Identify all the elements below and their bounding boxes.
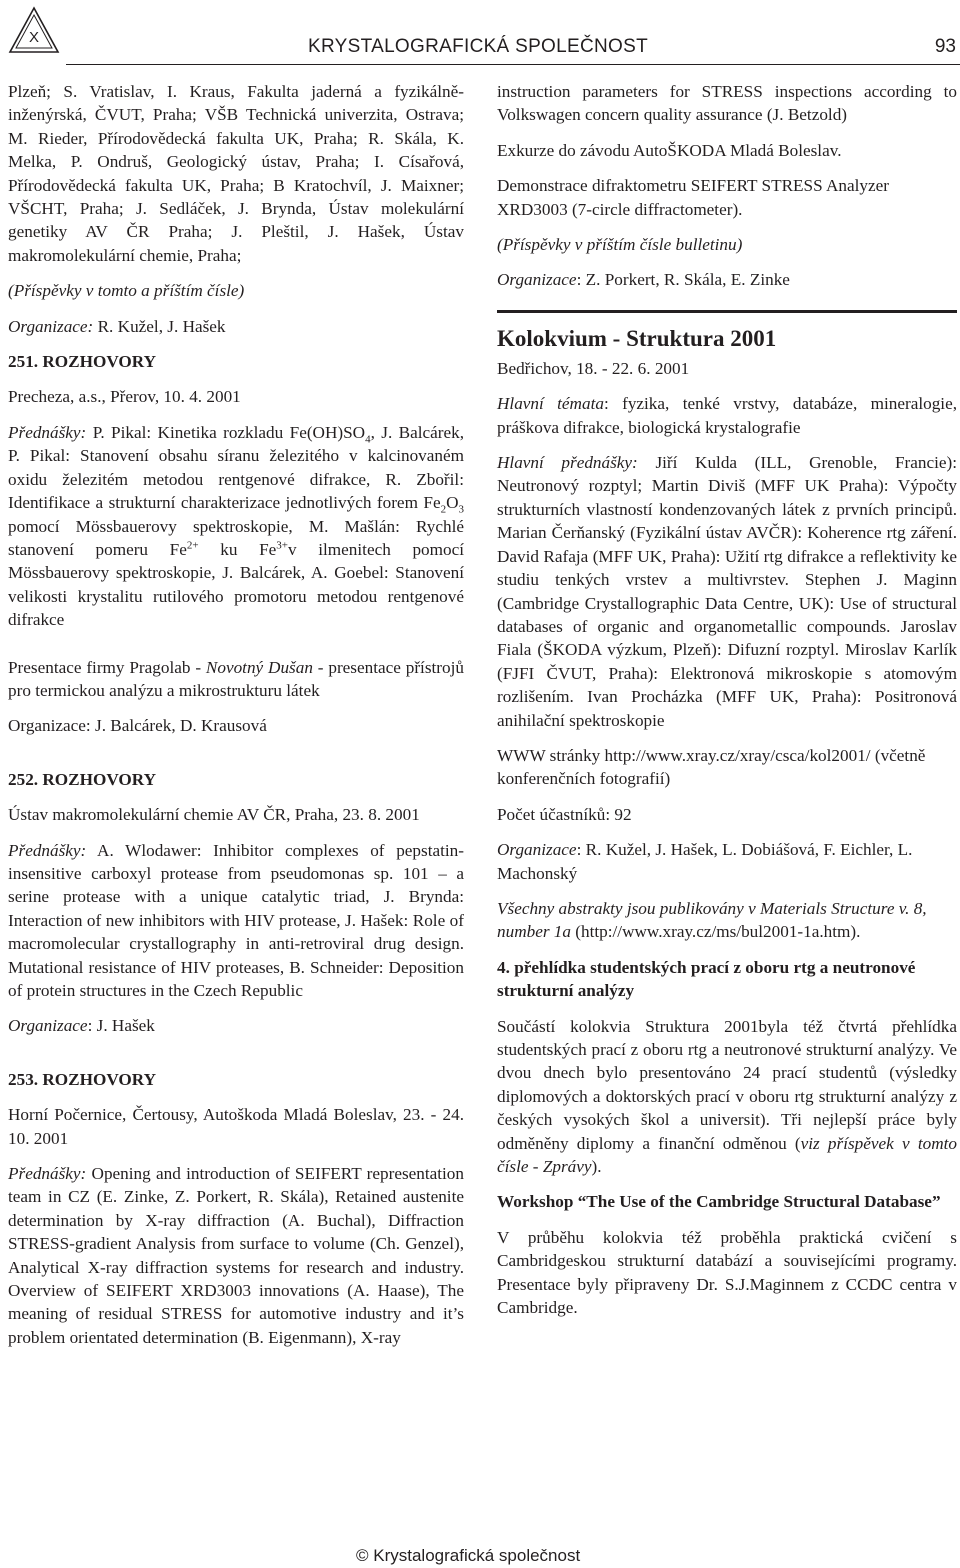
workshop-text: V průběhu kolokvia též proběhla praktická cvičení s Cambridgeskou strukturní databází a souvisejícími programy. Presentace byly připraveny Dr. S.J.Maginnem z CCDC centra v Cambridge. bbox=[497, 1227, 957, 1318]
colloquium-title: Kolokvium - Struktura 2001 bbox=[497, 325, 777, 351]
society-logo-icon bbox=[8, 6, 60, 54]
section-251-organizers: Organizace: J. Balcárek, D. Krausová bbox=[8, 716, 267, 736]
section-253-place: Horní Počernice, Čertousy, Autoškoda Mladá Boleslav, 23. - 24. 10. 2001 bbox=[8, 1105, 464, 1148]
section-252-place: Ústav makromolekulární chemie AV ČR, Praha, 23. 8. 2001 bbox=[8, 805, 420, 825]
section-251-lectures: Přednášky: P. Pikal: Kinetika rozkladu $Fe(OH)SO_4$, J. Balcárek, P. Pikal: Stanovení obsahu síranu železitého v kalcinovaném oxidu železitém metodou rentgenové difrakce, R. Zbořil: Identifikace a strukturní charakterizace jednotlivých forem $Fe_2O_3$ pomocí Mössbauerovy spektroskopie, M. Mašlán: Rychlé stanovení pomeru $Fe^{2+}$ ku $Fe^{3+}v$ ilmenitech pomocí Mössbauerovy spektroskopie, J. Balcárek, A. Goebel: Stanovení velikosti krystalitu rutilového promotoru metodou rentgenové difrakce bbox=[8, 422, 464, 630]
bulletin-note: (Příspěvky v příštím čísle bulletinu) bbox=[497, 235, 743, 255]
demonstration-text: Demonstrace difraktometru SEIFERT STRESS Analyzer XRD3003 (7-circle diffractometer). bbox=[497, 176, 889, 219]
section-252-lectures: Přednášky: A. Wlodawer: Inhibitor complexes of pepstatin-insensitive carboxyl protease from pseudomonas sp. 101 – a serine protease with a unique catalytic triad, J. Brynda: Interaction of new inhibitors with HIV protease, J. Hašek: Role of macromolecular crystallography in anti-retroviral drug design. Mutational resistance of HIV proteases, B. Schneider: Deposition of protein structures in the Czech Republic bbox=[8, 840, 464, 1000]
svg-text:X: X bbox=[28, 29, 40, 46]
section-divider bbox=[497, 310, 957, 313]
organizers-253: Organizace: Z. Porkert, R. Skála, E. Zinke bbox=[497, 270, 790, 290]
colloquium-lectures: Hlavní přednášky: Jiří Kulda (ILL, Grenoble, Francie): Neutronový rozptyl; Martin Diviš (MFF UK Praha): Výpočty strukturních vlastností kondenzovaných látek z prvních principů. Marian Čerňanský (Fyzikální ústav AVČR): Koherence rtg záření. David Rafaja (MFF UK, Praha): Užití rtg difrakce a reflektivity ke studiu tenkých vrstev a multivrstev. Stephen J. Maginn (Cambridge Crystallographic Data Centre, UK): Use of structural databases of organic and organometallic compounds. Jaroslav Fiala (ŠKODA výzkum, Plzeň): Difuzní rozptyl. Miroslav Karlík (FJFI ČVUT, Praha): Elektronová mikroskopie s atomovým rozlišením. Ivan Procházka (MFF UK, Praha): Positronová anihilační spektroskopie bbox=[497, 453, 957, 730]
header-rule bbox=[66, 64, 960, 65]
section-252-title: 252. ROZHOVORY bbox=[8, 769, 157, 789]
colloquium-topics: Hlavní témata: fyzika, tenké vrstvy, databáze, mineralogie, práškova difrakce, biologická krystalografie bbox=[497, 394, 957, 437]
section-251-title: 251. ROZHOVORY bbox=[8, 352, 157, 372]
journal-title: KRYSTALOGRAFICKÁ SPOLEČNOST bbox=[308, 36, 648, 57]
section-253-title: 253. ROZHOVORY bbox=[8, 1069, 157, 1089]
colloquium-www: WWW stránky http://www.xray.cz/xray/csca/kol2001/ (včetně konferenčních fotografií) bbox=[497, 745, 926, 789]
intro-paragraph: Plzeň; S. Vratislav, I. Kraus, Fakulta jaderná a fyzikálně-inženýrská, ČVUT, Praha; VŠB Technická univerzita, Ostrava; M. Rieder, Přírodovědecká fakulta UK, Praha; R. Skála, K. Melka, P. Ondruš, Geologický ústav, Praha; I. Císařová, Přírodovědecká fakulta UK, Praha; B Kratochvíl, J. Maixner; VŠCHT, Praha; J. Sedláček, J. Brynda, Ústav molekulární genetiky AV ČR Praha; J. Pleštil, J. Hašek, Ústav makromolekulární chemie, Praha; bbox=[8, 82, 464, 265]
right-column bbox=[497, 80, 957, 1331]
intro-note: (Příspěvky v tomto a příštím čísle) bbox=[8, 281, 245, 301]
left-column bbox=[8, 80, 464, 1361]
workshop-title: Workshop “The Use of the Cambridge Structural Database” bbox=[497, 1192, 941, 1212]
section-251-place: Precheza, a.s., Přerov, 10. 4. 2001 bbox=[8, 387, 241, 407]
section-253-lectures: Přednášky: Opening and introduction of SEIFERT representation team in CZ (E. Zinke, Z. Porkert, R. Skála), Retained austenite determination by X-ray diffraction (A. Buchal), Diffraction STRESS-gradient Analysis from surface to volume (Ch. Genzel), Analytical X-ray diffraction systems for research and industry. Overview of SEIFERT XRD3003 innovations (A. Haase), The meaning of residual STRESS for automotive industry and it’s problem orientated determination (B. Eigenmann), X-ray bbox=[8, 1164, 464, 1347]
excursion-text: Exkurze do závodu AutoŠKODA Mladá Boleslav. bbox=[497, 140, 842, 160]
abstracts-note: Všechny abstrakty jsou publikovány v Materials Structure v. 8, number 1a (http://www.xray.cz/ms/bul2001-1a.htm). bbox=[497, 898, 927, 942]
continued-lectures: instruction parameters for STRESS inspections according to Volkswagen concern quality assurance (J. Betzold) bbox=[497, 82, 957, 125]
intro-organizers: Organizace: R. Kužel, J. Hašek bbox=[8, 316, 226, 336]
student-overview-title: 4. přehlídka studentských prací z oboru rtg a neutronové strukturní analýzy bbox=[497, 957, 916, 1001]
participants-count: Počet účastníků: 92 bbox=[497, 804, 632, 824]
colloquium-organizers: Organizace: R. Kužel, J. Hašek, L. Dobiášová, F. Eichler, L. Machonský bbox=[497, 840, 913, 883]
colloquium-place: Bedřichov, 18. - 22. 6. 2001 bbox=[497, 358, 690, 378]
student-overview-text: Součástí kolokvia Struktura 2001byla též čtvrtá přehlídka studentských prací z oboru rtg a neutronové strukturní analýzy. Ve dvou dnech bylo presentováno 24 prací studentů (výsledky diplomových a doktorských prací v oboru rtg strukturní analýzy z českých vysokých škol a universit). Tři nejlepší práce byly odměněny diplomy a finanční odměnou (viz příspěvek v tomto čísle - Zprávy). bbox=[497, 1016, 957, 1177]
footer-copyright: © Krystalografická společnost bbox=[356, 1546, 581, 1565]
page-number: 93 bbox=[934, 36, 956, 57]
section-252-organizers: Organizace: J. Hašek bbox=[8, 1016, 155, 1036]
section-251-presentation: Presentace firmy Pragolab - Novotný Dušan - presentace přístrojů pro termickou analýzu a mikrostrukturu látek bbox=[8, 657, 464, 700]
